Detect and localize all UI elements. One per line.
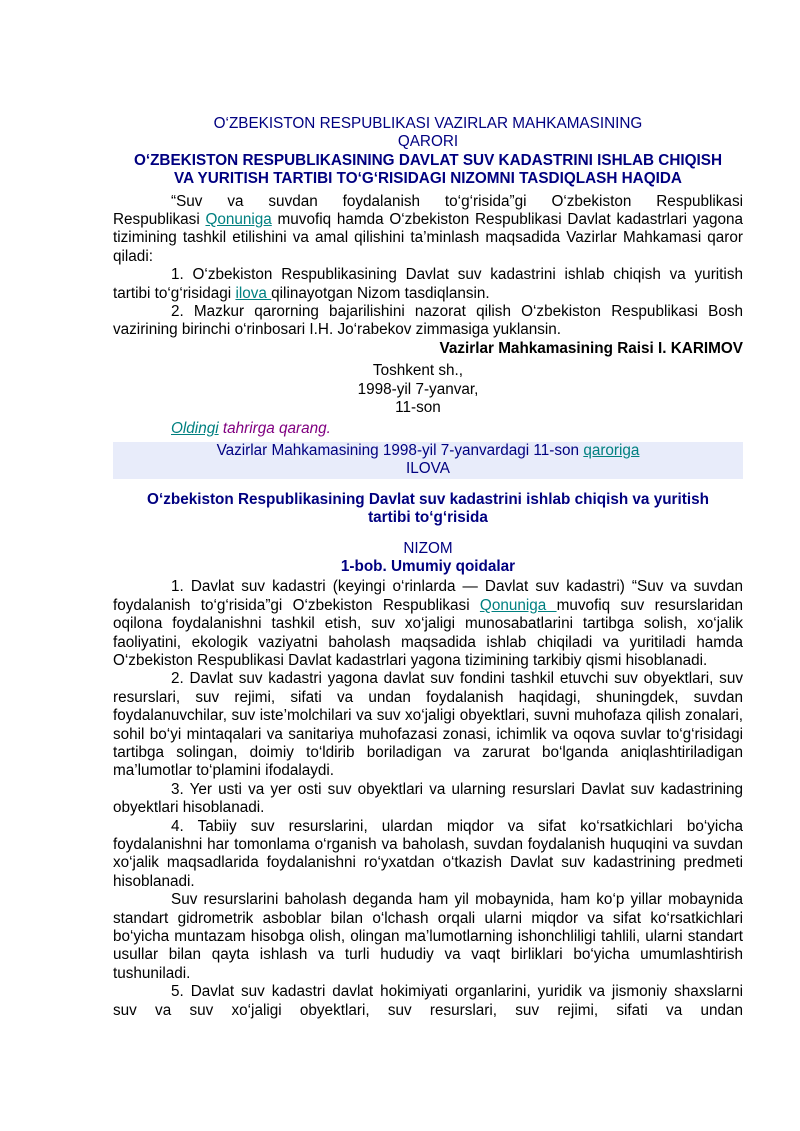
law-link[interactable]: Qonuniga [205,211,272,229]
preamble-rest: muvofiq hamda O‘zbekiston Respublikasi Davlat kadastrlari yagona tizimining tashkil etilishini va amal qilishini ta’minlash maqsadida Vazirlar Mahkamasi qaror qiladi: [113,211,743,265]
resolution-link[interactable]: qaroriga [583,441,640,459]
annex-title-line1: O‘zbekiston Respublikasining Davlat suv kadastrini ishlab chiqish va yuritish [147,490,709,508]
paragraph-5: 5. Davlat suv kadastri davlat hokimiyati organlarini, yuridik va jismoniy shaxslarni suv va suv xo‘jaligi obyektlari, suv resurslari, suv rejimi, sifati va undan [113,983,743,1019]
preamble-paragraph [113,193,743,211]
previous-edition-text: tahrirga qarang. [218,419,331,437]
place: Toshkent sh., [372,362,464,380]
paragraph-2: 2. Davlat suv kadastri yagona davlat suv fondini tashkil etuvchi suv obyektlari, suv resurslari, suv rejimi, sifati va undan foydalanish haqidagi, shuningdek, suvdan foydalanuvchilar, suv iste’molchilari va suv xo‘jaligi obyektlari, suvni muhofaza qilish zonalari, sohil bo‘yi mintaqalari va sanitariya muhofazasi zonasi, ichimlik va oqova suvlar to‘g‘risidagi tartibga solingan, doimiy to‘ldirib boriladigan va zarurat bo‘lganda aniqlashtiriladigan ma’lumotlar to‘plamini ifodalaydi. [113,670,743,780]
paragraph-3: 3. Yer usti va yer osti suv obyektlari va ularning resurslari Davlat suv kadastrining obyektlari hisoblanadi. [113,780,743,817]
item1-text-before: 1. O‘zbekiston Respublikasining Davlat suv kadastrini ishlab chiqish va yuritish tartibi to‘g‘risidagi [113,266,743,302]
date: 1998-yil 7-yanvar, [357,380,479,398]
annex-reference [113,442,743,460]
annex-link[interactable]: ilova [235,284,272,302]
document-title-line2: VA YURITISH TARTIBI TO‘G‘RISIDAGI NIZOMNI TASDIQLASH HAQIDA [174,170,682,188]
paragraph-1 [113,578,743,670]
previous-edition-link[interactable]: Oldingi [171,419,219,437]
document-number: 11-son [395,399,441,417]
law-link-2[interactable]: Qonuniga [479,596,557,614]
paragraph-1-before: 1. Davlat suv kadastri (keyingi o‘rinlarda — Davlat suv kadastri) “Suv va suvdan foydalanish to‘g‘risida”gi O‘zbekiston Respublikasi [113,578,743,614]
paragraph-1-after: muvofiq suv resurslaridan oqilona foydalanishni tashkil etish, suv xo‘jaligi munosabatlarini tartibga solish, xo‘jalik faoliyatini, ekologik vaziyatni baholash maqsadida ishlab chiqiladi va yuritiladi hamda O‘zbekiston Respublikasi Davlat kadastrlari yagona tizimining tarkibiy qismi hisoblanadi. [113,596,743,669]
paragraph-4: 4. Tabiiy suv resurslarini, ulardan miqdor va sifat ko‘rsatkichlari bo‘yicha foydalanishni har tomonlama o‘rganish va baholash, suvdan foydalanish huquqini va suvdan xo‘jalik maqsadlarida foydalanishni ro‘yxatdan o‘tkazish Davlat suv kadastrining predmeti hisoblanadi. [113,817,743,890]
chapter-heading: 1-bob. Umumiy qoidalar [340,557,516,575]
preamble-continuation [113,211,743,266]
resolution-item-2: 2. Mazkur qarorning bajarilishini nazorat qilish O‘zbekiston Respublikasi Bosh vazirining birinchi o‘rinbosari I.H. Jo‘rabekov zimmasiga yuklansin. [113,303,743,339]
annex-reference-band [113,442,743,479]
paragraph-4b: Suv resurslarini baholash deganda ham yil mobaynida, ham ko‘p yillar mobaynida standart gidrometrik asboblar bilan o‘lchash orqali ularni miqdor va sifat ko‘rsatkichlari bo‘yicha muntazam hisobga olish, olingan ma’lumotlarning ishonchliligi tahlili, ularni standart usullar bilan qayta ishlash va turli hududiy va vaqt birliklari bo‘yicha umumlashtirish tushuniladi. [113,891,743,982]
annex-title-line2: tartibi to‘g‘risida [368,509,488,527]
nizom-heading: NIZOM [403,539,453,557]
document-body [113,115,743,1020]
annex-reference-text: Vazirlar Mahkamasining 1998-yil 7-yanvardagi 11-son [216,441,584,459]
annex-title [113,491,743,528]
preamble-prefix: Respublikasi [113,211,206,229]
document-title [83,152,773,189]
resolution-item-1 [113,266,743,303]
signature: Vazirlar Mahkamasining Raisi I. KARIMOV [439,339,743,357]
preamble-line1: “Suv va suvdan foydalanish to‘g‘risida”gi O‘zbekiston Respublikasi [171,192,743,210]
annex-label: ILOVA [406,460,450,478]
document-type: QARORI [397,133,459,151]
previous-edition-note [171,420,743,438]
item1-text-after: qilinayotgan Nizom tasdiqlansin. [271,284,490,302]
document-title-line1: O‘ZBEKISTON RESPUBLIKASINING DAVLAT SUV KADASTRINI ISHLAB CHIQISH [133,151,723,169]
issuing-authority: O‘ZBEKISTON RESPUBLIKASI VAZIRLAR MAHKAMASINING [213,115,643,132]
